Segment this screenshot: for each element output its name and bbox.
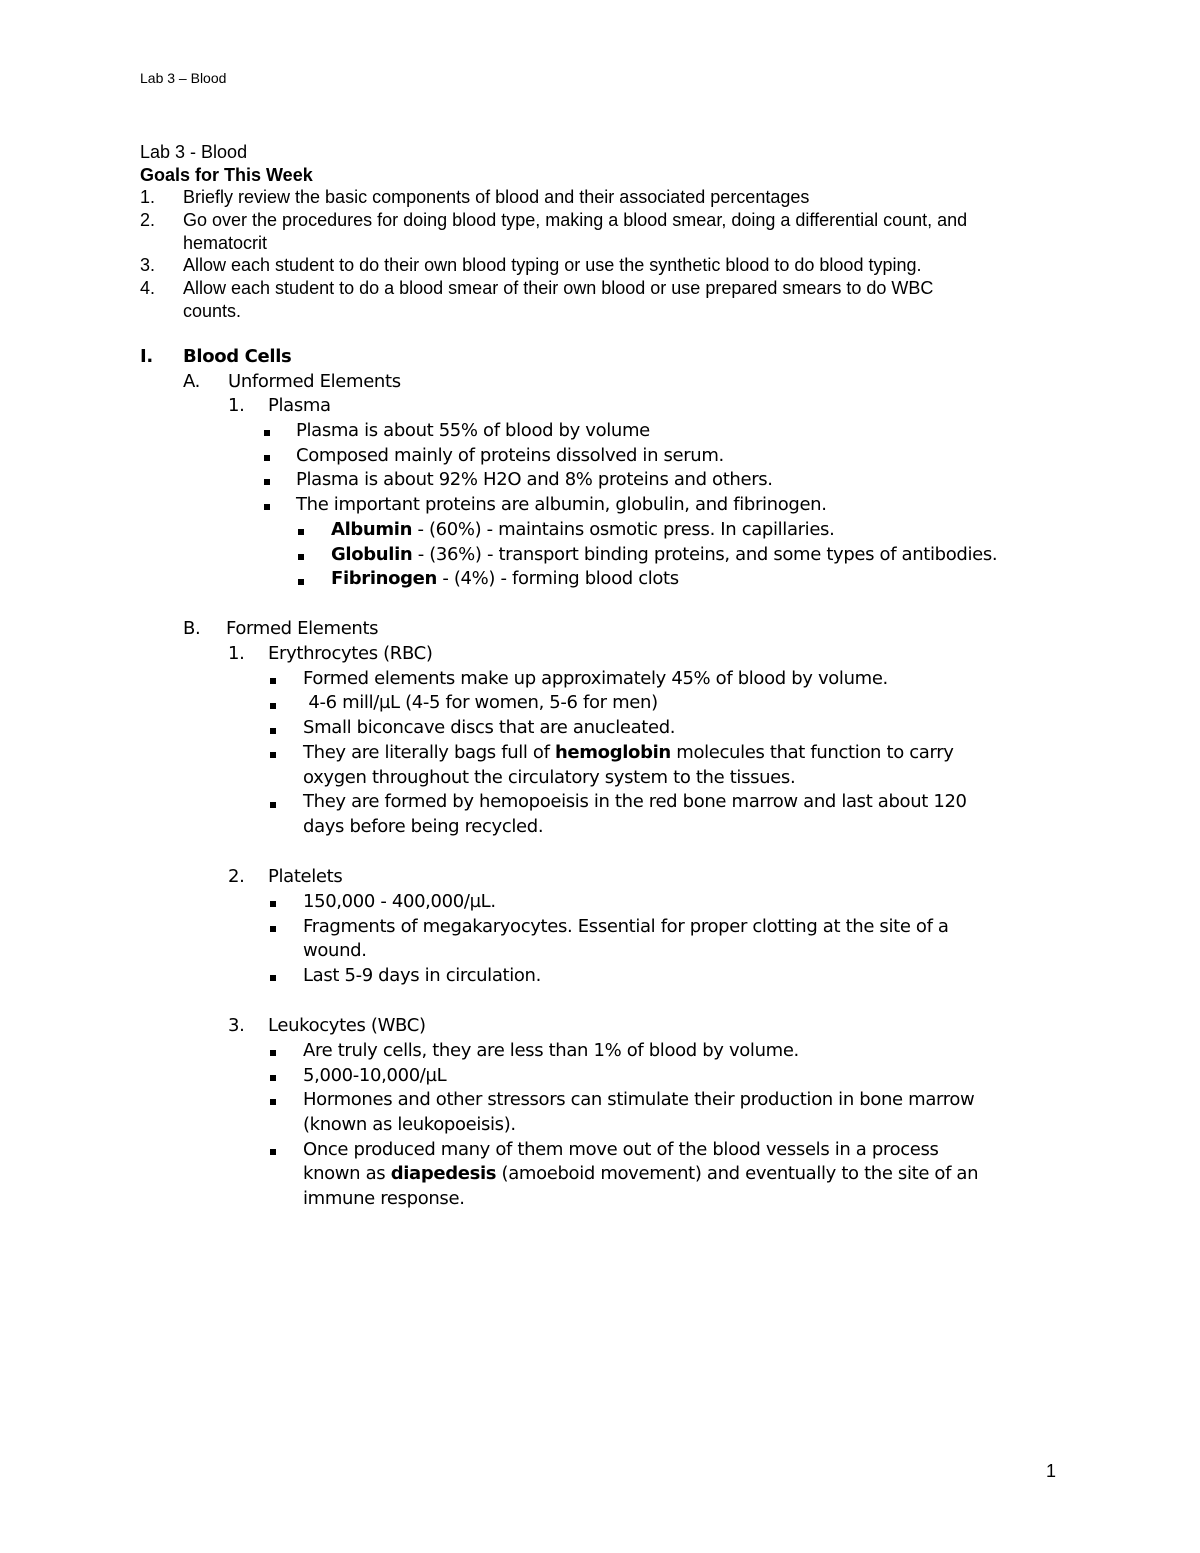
- protein-description: - (36%) - transport binding proteins, and some types of antibodies.: [412, 544, 998, 565]
- goal-item-text: Go over the procedures for doing blood type, making a blood smear, doing a differential count, and: [183, 210, 968, 230]
- bullet-text: Small biconcave discs that are anucleated.: [303, 717, 676, 738]
- section-heading: Blood Cells: [183, 346, 292, 367]
- bullet-square-icon: [264, 430, 270, 436]
- bullet-text: 150,000 - 400,000/µL.: [303, 891, 496, 912]
- goal-item-text: Briefly review the basic components of blood and their associated percentages: [183, 187, 810, 207]
- bullet-text: Hormones and other stressors can stimulate their production in bone marrow: [303, 1089, 975, 1110]
- subsection-title: Unformed Elements: [228, 371, 401, 392]
- goal-number: 3.: [140, 255, 156, 275]
- protein-item: [331, 518, 834, 543]
- running-header: Lab 3 – Blood: [140, 70, 227, 86]
- key-term: diapedesis: [390, 1163, 497, 1184]
- item-title: Plasma: [268, 395, 331, 416]
- goal-item-text: Allow each student to do a blood smear of their own blood or use prepared smears to do WBC: [183, 278, 934, 298]
- bullet-text: Formed elements make up approximately 45% of blood by volume.: [303, 668, 888, 689]
- bullet-text: Plasma is about 55% of blood by volume: [296, 420, 650, 441]
- subsection-letter: B.: [183, 618, 201, 639]
- bullet-text-continued: days before being recycled.: [303, 816, 544, 837]
- goal-item-text: hematocrit: [183, 233, 268, 253]
- bullet-text: 4-6 mill/µL (4-5 for women, 5-6 for men): [303, 692, 658, 713]
- bullet-square-icon: [270, 901, 276, 907]
- bullet-square-icon: [298, 554, 304, 560]
- bullet-square-icon: [270, 926, 276, 932]
- protein-description: - (4%) - forming blood clots: [437, 568, 679, 589]
- protein-description: - (60%) - maintains osmotic press. In capillaries.: [412, 519, 835, 540]
- bullet-text-part: (amoeboid movement) and eventually to the site of an: [496, 1163, 979, 1184]
- item-number: 1.: [228, 643, 245, 664]
- bullet-text: Plasma is about 92% H2O and 8% proteins and others.: [296, 469, 773, 490]
- protein-name: Albumin: [331, 519, 413, 540]
- bullet-square-icon: [264, 479, 270, 485]
- bullet-square-icon: [270, 728, 276, 734]
- item-title: Erythrocytes (RBC): [268, 643, 433, 664]
- bullet-square-icon: [270, 975, 276, 981]
- bullet-text: Are truly cells, they are less than 1% of blood by volume.: [303, 1040, 799, 1061]
- bullet-text-continued: (known as leukopoeisis).: [303, 1114, 516, 1135]
- bullet-square-icon: [298, 529, 304, 535]
- protein-item: [331, 567, 679, 592]
- goal-number: 2.: [140, 210, 156, 230]
- goal-item-text: counts.: [183, 301, 242, 321]
- bullet-text: Fragments of megakaryocytes. Essential for proper clotting at the site of a: [303, 916, 949, 937]
- bullet-text: The important proteins are albumin, globulin, and fibrinogen.: [296, 494, 827, 515]
- bullet-square-icon: [298, 579, 304, 585]
- section-numeral: I.: [140, 346, 153, 367]
- bullet-text: [303, 741, 954, 766]
- bullet-text-continued: immune response.: [303, 1188, 465, 1209]
- bullet-text: Once produced many of them move out of the blood vessels in a process: [303, 1139, 939, 1160]
- item-title: Platelets: [268, 866, 343, 887]
- bullet-text: Composed mainly of proteins dissolved in serum.: [296, 445, 724, 466]
- bullet-square-icon: [270, 1099, 276, 1105]
- bullet-text-part: They are literally bags full of: [303, 742, 555, 763]
- item-number: 1.: [228, 395, 245, 416]
- protein-item: [331, 543, 997, 568]
- bullet-square-icon: [270, 752, 276, 758]
- protein-name: Globulin: [331, 544, 413, 565]
- page-number: 1: [1046, 1461, 1057, 1481]
- item-number: 2.: [228, 866, 245, 887]
- protein-name: Fibrinogen: [331, 568, 437, 589]
- item-title: Leukocytes (WBC): [268, 1015, 426, 1036]
- goal-item-text: Allow each student to do their own blood typing or use the synthetic blood to do blood typing.: [183, 255, 922, 275]
- bullet-square-icon: [270, 802, 276, 808]
- bullet-text: They are formed by hemopoeisis in the red bone marrow and last about 120: [303, 791, 967, 812]
- bullet-square-icon: [264, 455, 270, 461]
- bullet-square-icon: [270, 1050, 276, 1056]
- key-term: hemoglobin: [554, 742, 671, 763]
- bullet-text-continued: wound.: [303, 940, 367, 961]
- bullet-square-icon: [270, 703, 276, 709]
- bullet-square-icon: [270, 678, 276, 684]
- bullet-square-icon: [270, 1149, 276, 1155]
- goal-number: 4.: [140, 278, 156, 298]
- document-title: Lab 3 - Blood: [140, 142, 248, 162]
- goal-number: 1.: [140, 187, 156, 207]
- bullet-text: 5,000-10,000/µL: [303, 1065, 447, 1086]
- bullet-text-part: known as: [303, 1163, 391, 1184]
- bullet-text-continued: oxygen throughout the circulatory system to the tissues.: [303, 767, 796, 788]
- subsection-title: Formed Elements: [226, 618, 379, 639]
- bullet-text-part: molecules that function to carry: [670, 742, 954, 763]
- goals-heading: Goals for This Week: [140, 165, 313, 185]
- subsection-letter: A.: [183, 371, 201, 392]
- bullet-text: Last 5-9 days in circulation.: [303, 965, 541, 986]
- bullet-square-icon: [264, 504, 270, 510]
- item-number: 3.: [228, 1015, 245, 1036]
- bullet-square-icon: [270, 1075, 276, 1081]
- bullet-text-continued: [303, 1162, 978, 1187]
